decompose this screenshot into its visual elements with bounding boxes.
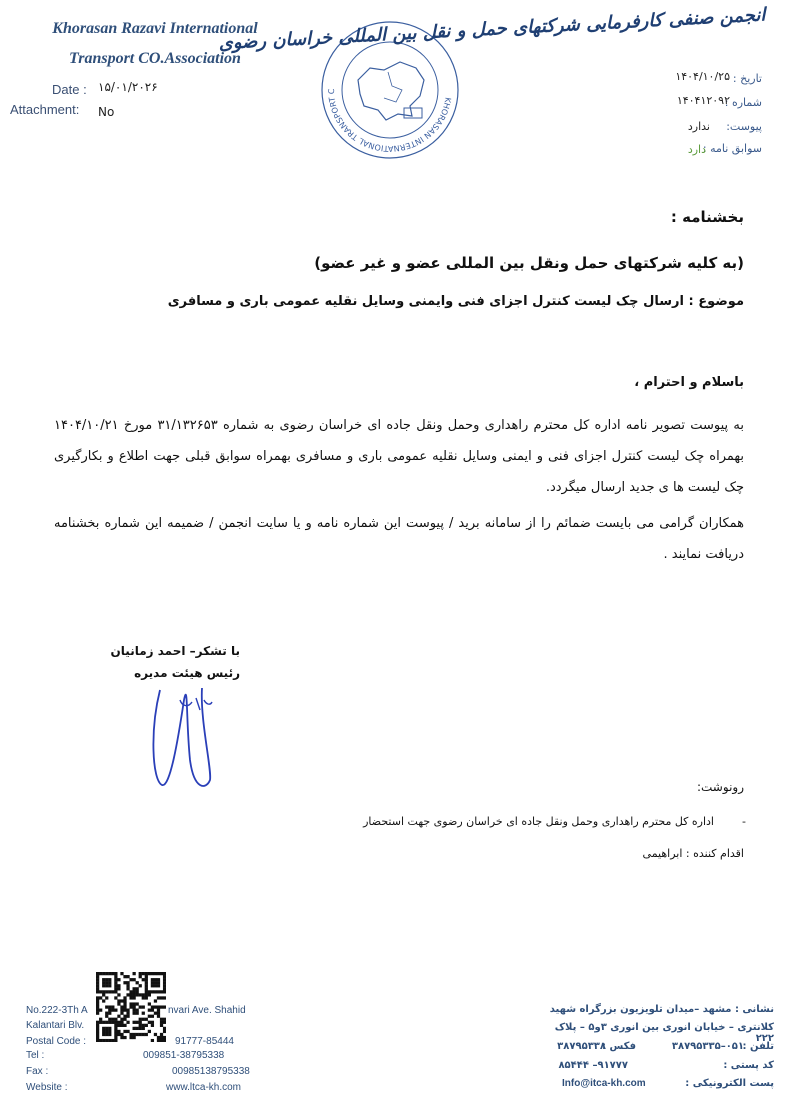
letter-subject: موضوع : ارسال چک لیست کنترل اجزای فنی وایمنی وسایل نقلیه عمومی باری و مسافری [167,294,744,309]
letter-paragraph-1: به پیوست تصویر نامه اداره کل محترم راهداری وحمل ونقل جاده ای خراسان رضوی به شماره ۳۱/۱۳۲۶۵۳ مورخ ۱۴۰۴/۱۰/۲۱ بهمراه چک لیست کنترل اجزای فنی و ایمنی وسایل نقلیه عمومی باری و مسافری بهمراه سوابق قبلی جهت اطلاع و بکارگیری چک لیست ها ی جدید ارسال میگردد. [54,418,744,495]
org-name-en-line2: Transport CO.Association [69,50,241,67]
date-value-en: ۱۵/۰۱/۲۰۲۶ [98,80,158,94]
cc-dash: - [742,815,746,828]
org-name-fa: انجمن صنفی کارفرمایی شرکتهای حمل و نقل بین المللی خراسان رضوی [218,4,766,55]
postal-label: Postal Code : [26,1036,87,1047]
footer-address-fa-1: نشانی : مشهد –میدان تلویزیون بزرگراه شهید [549,1004,774,1015]
number-label-fa: شماره : [724,96,762,109]
letter-paragraph-2: همکاران گرامی می بایست ضمائم را از سامانه برید / پیوست این شماره نامه و یا سایت انجمن / ضمیمه این شماره بخشنامه دریافت نمایند . [54,516,744,562]
fax-fa-label: فکس : [602,1041,636,1052]
footer-address-en-2: Kalantari Blv. [26,1020,85,1031]
cc-item: اداره کل محترم راهداری وحمل ونقل جاده ای خراسان رضوی جهت استحضار [363,815,714,828]
cc-label: رونوشت: [696,780,744,794]
history-label-fa: سوابق نامه : [702,142,762,155]
tel-label: Tel : [26,1050,45,1061]
letter-greeting: باسلام و احترام ، [634,375,744,390]
signature-scribble-icon [140,660,230,800]
phone-fa-label: تلفن : [742,1041,774,1052]
qr-code-icon [96,972,166,1042]
postal-value: 91777-85444 [175,1036,234,1047]
attachment-label-fa: پیوست: [726,120,762,133]
history-value-fa: دارد [687,143,706,156]
letter-title: بخشنامه : [670,208,744,226]
email-value: Info@itca-kh.com [562,1078,646,1089]
attachment-value-en: No [98,105,115,119]
date-value-fa: ۱۴۰۴/۱۰/۲۵ [675,70,730,83]
signature-line-2: رئیس هیئت مدیره [134,666,240,680]
tel-value: 009851-38795338 [143,1050,225,1061]
signature-line-1: با تشکر– احمد زمانیان [110,644,240,658]
date-label-fa: تاریخ : [732,72,762,85]
fax-label: Fax : [26,1066,49,1077]
website-value: www.ltca-kh.com [166,1082,242,1093]
email-fa-label: پست الکترونیکی : [685,1078,774,1089]
number-value-fa: ۱۴۰۴۱۲۰۹۲ [676,94,730,107]
footer-address-en-1: No.222-3Th A [26,1005,88,1016]
footer-address-fa-2: کلانتری – خیابان انوری بین انوری ۳و۵ – پلاک ۲۲۲ [554,1022,774,1044]
logo-ring-text: KHORASAN INTERNATIONAL TRANSPORT C [326,88,453,154]
footer-address-en-1b: nvari Ave. Shahid [168,1005,246,1016]
postcode-fa-value: ۹۱۷۷۷– ۸۵۴۴۴ [558,1060,628,1071]
postcode-fa-label: کد پستی : [723,1060,774,1071]
date-label-en: Date : [52,82,87,97]
fax-value: 00985138795338 [172,1066,250,1077]
org-name-en-line1: Khorasan Razavi International [52,20,258,37]
action-by: اقدام کننده : ابراهیمی [642,847,744,860]
fax-fa-value: ۳۸۷۹۵۳۳۸ [557,1041,606,1052]
attachment-label-en: Attachment: [10,102,80,117]
website-label: Website : [26,1082,68,1093]
attachment-value-fa: ندارد [687,120,710,133]
phone-fa-value: ۰۵۱–۳۸۷۹۵۳۳۵ [671,1041,744,1052]
letter-recipients: (به کلیه شرکتهای حمل ونقل بین المللی عضو و غیر عضو) [314,254,744,272]
